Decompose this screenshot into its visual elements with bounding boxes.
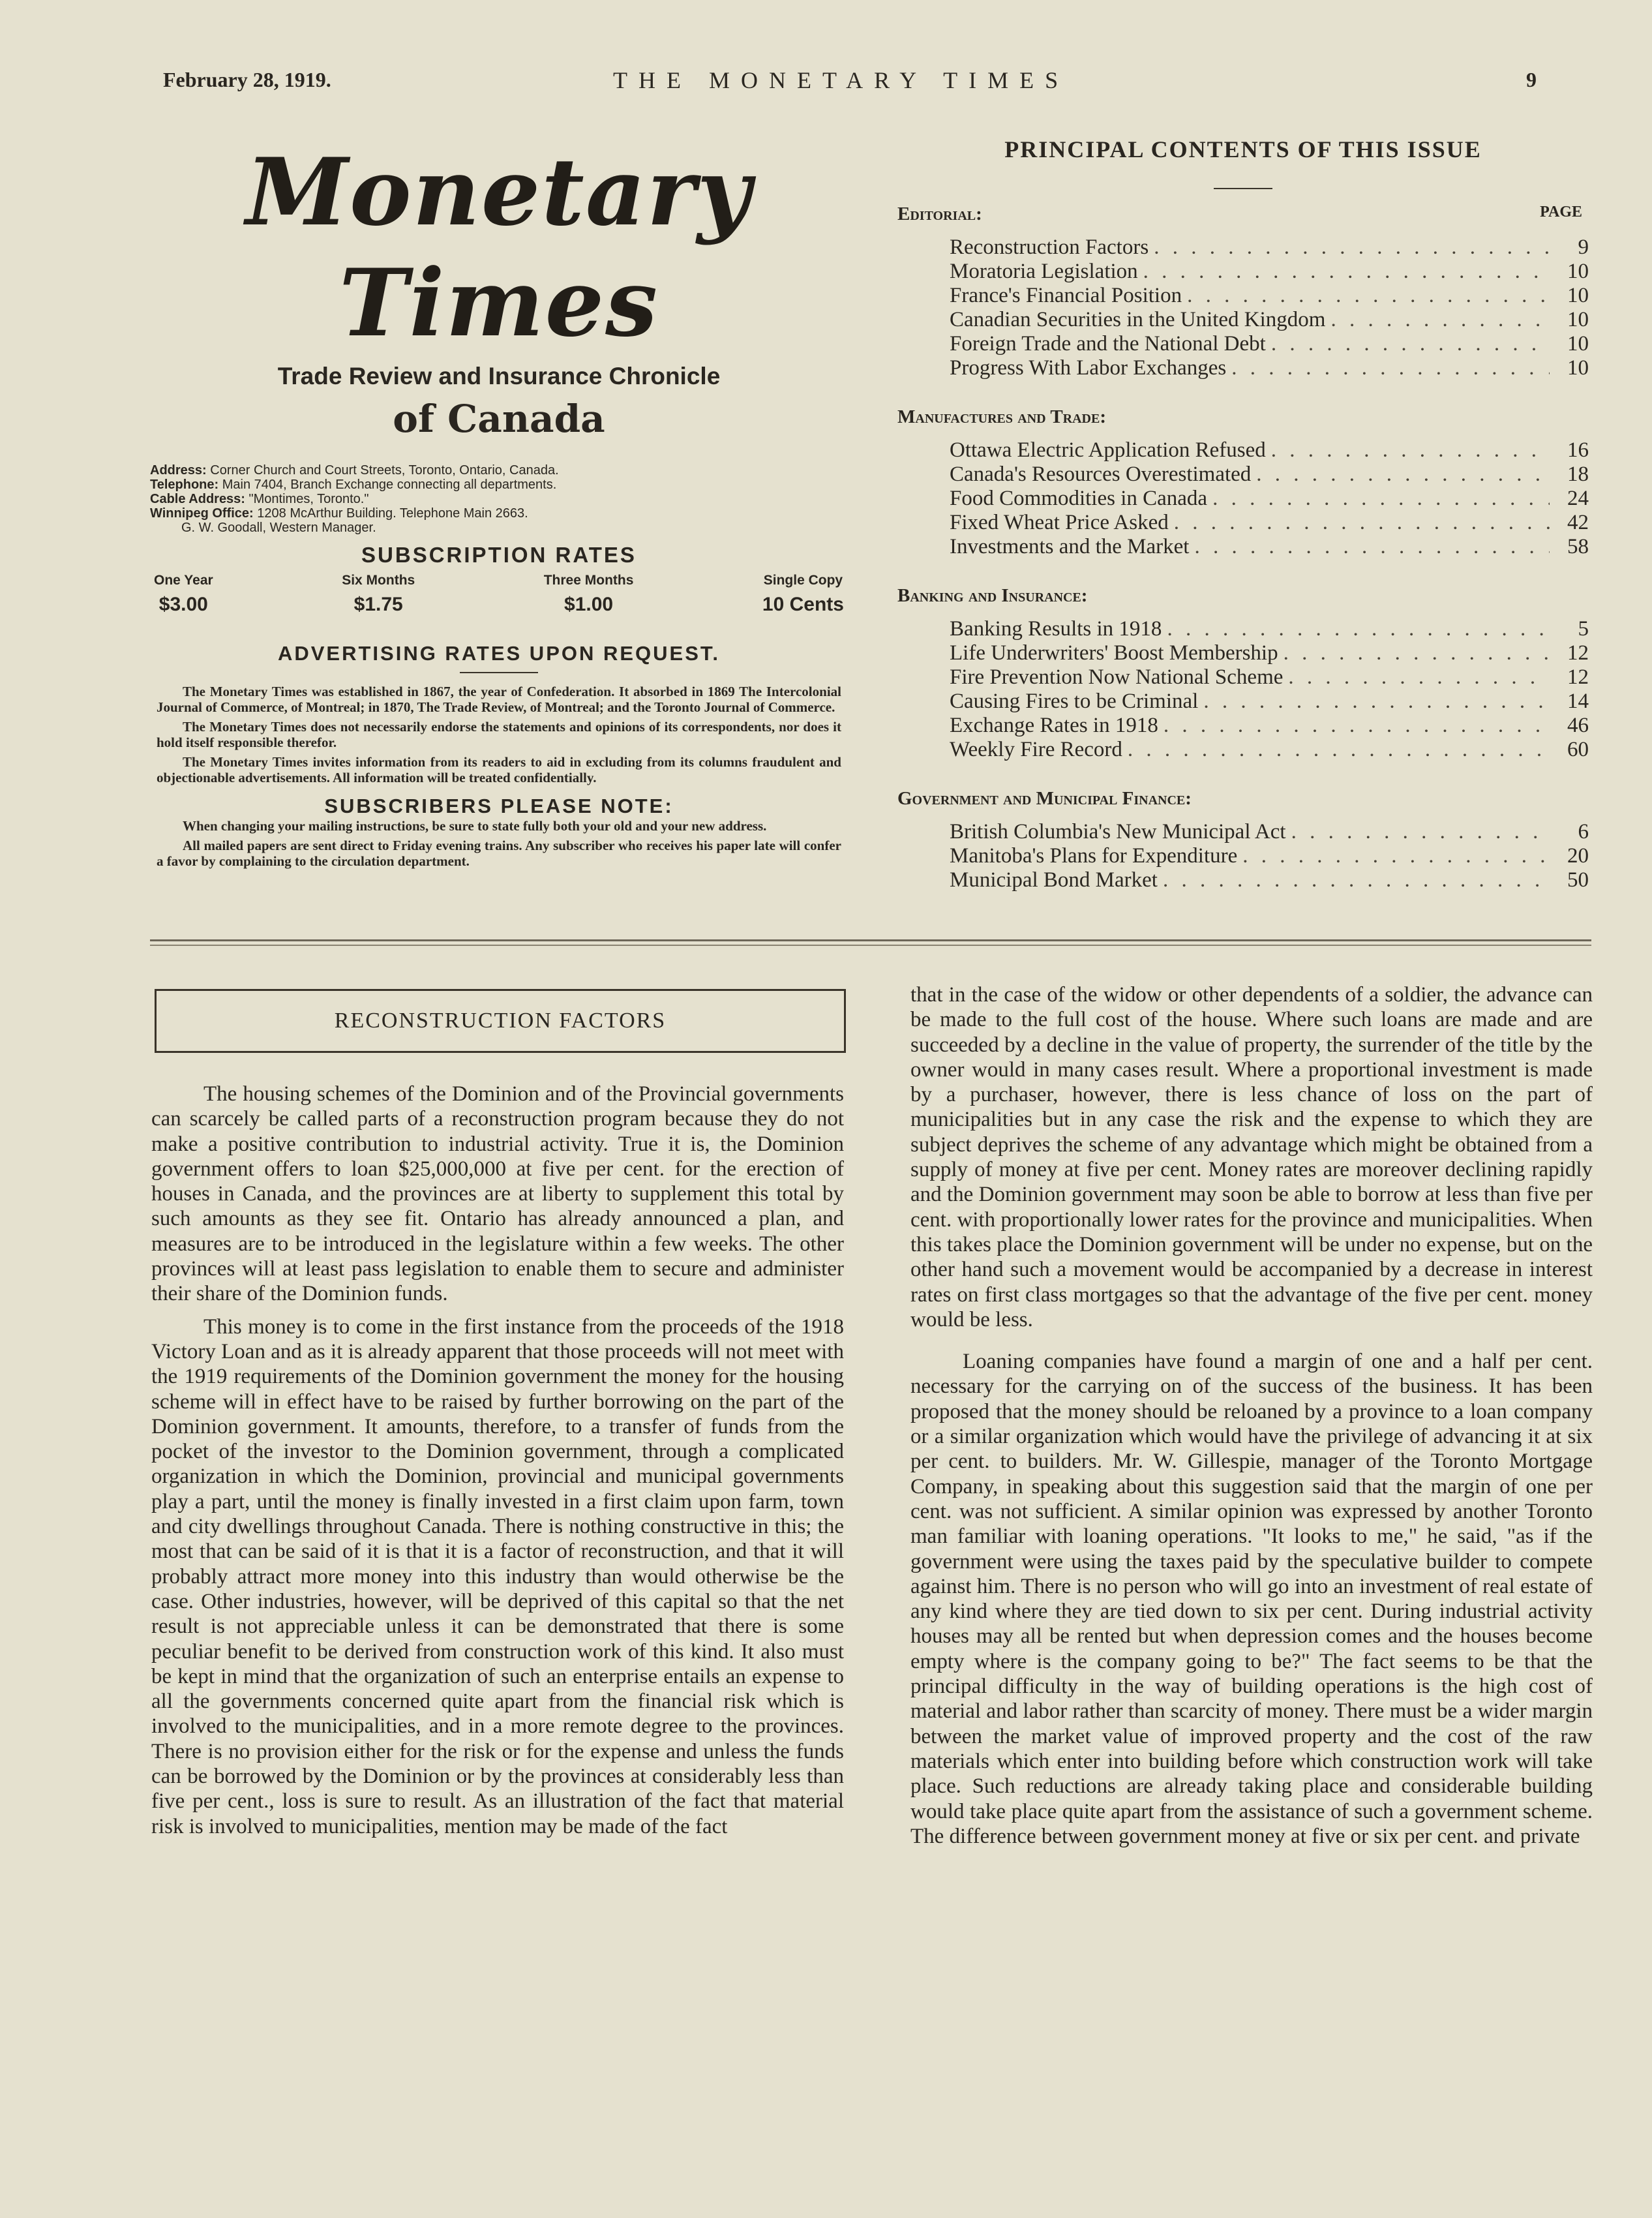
leader-dots [1162, 617, 1550, 641]
entry-page: 24 [1567, 487, 1589, 510]
rate-one-year [154, 573, 213, 616]
telephone-label: Telephone: [150, 478, 219, 492]
article-heading-box [155, 989, 846, 1053]
contents-entry[interactable] [950, 641, 1589, 665]
entry-title: British Columbia's New Municipal Act [950, 820, 1286, 843]
leader-dots [1266, 332, 1550, 356]
leader-dots [1266, 438, 1550, 463]
entry-title: Canada's Resources Overestimated [950, 463, 1252, 486]
leader-dots [1198, 690, 1550, 714]
contents-entry[interactable] [950, 235, 1589, 260]
entry-page: 9 [1578, 235, 1589, 259]
leader-dots [1286, 820, 1550, 844]
leader-dots [1325, 308, 1550, 332]
subscription-rates [150, 573, 848, 616]
section-title: Editorial: [897, 204, 982, 224]
section-divider [150, 945, 1591, 946]
contents-entry[interactable] [950, 690, 1589, 714]
contents-section-heading [897, 204, 1589, 225]
contents-entry[interactable] [950, 356, 1589, 380]
entry-title: Ottawa Electric Application Refused [950, 438, 1266, 462]
article-paragraph: Loaning companies have found a margin of one and a half per cent. necessary for the carrying on of the success of the business. It has been proposed that the money should be reloaned by a province to a loan company or a similar organization which would have the privilege of advancing it at six per cent. to builders. Mr. W. Gillespie, manager of the Toronto Mortgage Company, in speaking about this suggestion said that the margin of one per cent. was not sufficient. A similar opinion was expressed by another Toronto man familiar with loaning operations. "It looks to me," he said, "as if the government were using the taxes paid by the speculative builder to compete against him. There is no person who will go into an investment of real estate of any kind where they are tied down to six per cent. During industrial activity houses may all be rented but when depression comes and the houses become empty where is the company going to be?" The fact seems to be that the principal difficulty in the way of building operations is the high cost of material and labor rather than scarcity of money. There must be a wider margin between the market value of improved property and the cost of the raw materials which enter into building before which construction work will take place. Such reductions are already taking place and considerable building would take place quite apart from the assistance of such a government scheme. The difference between government money at five or six per cent. and private [910, 1350, 1593, 1848]
entry-page: 10 [1567, 284, 1589, 307]
rate-price: $1.75 [353, 594, 403, 615]
notice-advertisements: The Monetary Times invites information from its readers to aid in excluding from its columns fraudulent and objectionable advertisements. All information will be treated confidentially. [157, 754, 841, 785]
entry-page: 6 [1578, 820, 1589, 843]
subscriber-note-delivery: All mailed papers are sent direct to Friday evening trains. Any subscriber who receives his paper late will confer a favor by complaining to the circulation department. [157, 838, 841, 869]
leader-dots [1207, 487, 1550, 511]
contents-entry[interactable] [950, 868, 1589, 892]
leader-dots [1138, 260, 1550, 284]
entry-title: Progress With Labor Exchanges [950, 356, 1227, 380]
leader-dots [1251, 463, 1550, 487]
leader-dots [1278, 641, 1550, 665]
leader-dots [1158, 714, 1550, 738]
winnipeg-text: 1208 McArthur Building. Telephone Main 2663. [257, 506, 528, 521]
notice-endorsement: The Monetary Times does not necessarily endorse the statements and opinions of its correspondents, nor does it hold itself responsible therefor. [157, 719, 841, 750]
rate-price: $1.00 [564, 594, 614, 615]
leader-dots [1122, 738, 1550, 762]
contents-section-heading [897, 585, 1589, 607]
entry-page: 10 [1567, 356, 1589, 380]
contents-entry[interactable] [950, 665, 1589, 690]
entry-page: 46 [1567, 714, 1589, 737]
divider [460, 672, 538, 673]
entry-title: Life Underwriters' Boost Membership [950, 641, 1278, 665]
entry-title: Weekly Fire Record [950, 738, 1122, 761]
leader-dots [1226, 356, 1550, 380]
page-number: 9 [1526, 68, 1537, 91]
contents-entry[interactable] [950, 511, 1589, 535]
entry-title: Fire Prevention Now National Scheme [950, 665, 1284, 689]
western-manager: G. W. Goodall, Western Manager. [181, 521, 376, 535]
address-label: Address: [150, 463, 207, 478]
entry-title: Investments and the Market [950, 535, 1190, 558]
running-header [0, 63, 1652, 102]
subscribers-note-heading: SUBSCRIBERS PLEASE NOTE: [324, 795, 674, 817]
entry-title: Fixed Wheat Price Asked [950, 511, 1169, 534]
leader-dots [1149, 235, 1550, 260]
entry-page: 10 [1567, 308, 1589, 331]
masthead-subtitle-canada: of Canada [393, 397, 605, 441]
contents-section-editorial [950, 235, 1589, 380]
subscription-rates-heading: SUBSCRIPTION RATES [361, 543, 637, 567]
section-title: Manufactures and Trade: [897, 406, 1106, 427]
leader-dots [1169, 511, 1550, 535]
leader-dots [1158, 868, 1550, 892]
entry-page: 20 [1567, 844, 1589, 868]
entry-page: 10 [1567, 260, 1589, 283]
rate-term: Three Months [543, 573, 634, 588]
article-paragraph: The housing schemes of the Dominion and of the Provincial governments can scarcely be called parts of a reconstruction program because they do not make a positive contribution to industrial activity. True it is, the Dominion government offers to loan $25,000,000 at five per cent. for the erection of houses in Canada, and the provinces are at liberty to supplement this total by such amounts as they see fit. Ontario has already announced a plan, and measures are to be introduced in the legislature within a few weeks. The other provinces will at least pass legislation to enable them to secure and administer their share of the Dominion funds. [151, 1082, 844, 1306]
entry-page: 16 [1567, 438, 1589, 462]
rate-term: One Year [154, 573, 213, 588]
masthead-title: Monetary Times [245, 138, 753, 357]
entry-page: 50 [1567, 868, 1589, 892]
contents-title: PRINCIPAL CONTENTS OF THIS ISSUE [1004, 136, 1482, 162]
entry-page: 5 [1578, 617, 1589, 641]
table-of-contents [897, 136, 1589, 892]
masthead-subtitle: Trade Review and Insurance Chronicle [277, 363, 721, 389]
entry-title: Exchange Rates in 1918 [950, 714, 1158, 737]
rate-three-months [544, 573, 634, 616]
entry-title: Reconstruction Factors [950, 235, 1149, 259]
advertising-rates-heading: ADVERTISING RATES UPON REQUEST. [277, 642, 721, 665]
contents-section-heading [897, 788, 1589, 810]
leader-dots [1182, 284, 1550, 308]
article-paragraph: This money is to come in the first instance from the proceeds of the 1918 Victory Loan and as it is already apparent that those proceeds will not meet with the 1919 requirements of the Dominion government the money for the housing scheme will in effect have to be raised by further borrowing on the part of the Dominion government. It amounts, therefore, to a transfer of funds from the pocket of the investor to the Dominion government, through a complicated organization in which the Dominion, provincial and municipal governments play a part, until the money is finally invested in a first claim upon farm, town and city dwellings throughout Canada. There is nothing constructive in this; the most that can be said of it is that it is a factor of reconstruction, and that it will probably attract more money into this industry than would otherwise be the case. Other industries, however, will be deprived of this capital so that the net result is not appreciable unless it can be demonstrated that there is some peculiar benefit to be derived from construction work of this kind. It also must be kept in mind that the organization of such an enterprise entails an expense to all the governments concerned quite apart from the financial risk which is involved to the municipalities, and in a more remote degree to the provinces. There is no provision either for the risk or for the expense and unless the funds can be borrowed by the Dominion or by the provinces at considerably less than five per cent., loss is sure to result. As an illustration of the fact that material risk is involved to municipalities, mention may be made of the fact [151, 1314, 844, 1838]
leader-dots [1283, 665, 1550, 690]
article-paragraph: that in the case of the widow or other dependents of a soldier, the advance can be made to the full cost of the house. Where such loans are made and are succeeded by a decline in the value of property, the surrender of the title by the owner would in many cases result. Where a proportional investment is made by a purchaser, however, there is less chance of loss on the part of municipalities but in any case the risk and the expense to which they are subject deprives the scheme of any advantage which might be obtained from a supply of money at five per cent. Money rates are moreover declining rapidly and the Dominion government may soon be able to borrow at less than five per cent. with proportionally lower rates for the province and municipalities. When this takes place the Dominion government will be under no expense, but on the other hand such a movement would be accompanied by a decrease in interest rates on first class mortgages so that the advantage of the five per cent. money would be less. [910, 983, 1593, 1331]
contents-entry[interactable] [950, 844, 1589, 868]
rate-term: Single Copy [763, 573, 843, 588]
entry-page: 60 [1567, 738, 1589, 761]
cable-label: Cable Address: [150, 492, 245, 506]
rate-price: $3.00 [158, 594, 208, 615]
contents-entry[interactable] [950, 617, 1589, 641]
leader-dots [1237, 844, 1550, 868]
issue-date: February 28, 1919. [163, 68, 331, 91]
winnipeg-label: Winnipeg Office: [150, 506, 254, 521]
entry-page: 42 [1567, 511, 1589, 534]
entry-title: Municipal Bond Market [950, 868, 1158, 892]
entry-title: Causing Fires to be Criminal [950, 690, 1199, 713]
entry-page: 14 [1567, 690, 1589, 713]
masthead [150, 137, 848, 873]
contents-entry[interactable] [950, 535, 1589, 559]
contents-entry[interactable] [950, 284, 1589, 308]
notice-history: The Monetary Times was established in 1867, the year of Confederation. It absorbed in 1869 The Intercolonial Journal of Commerce, of Montreal; in 1870, The Trade Review, of Montreal; and the Toronto Journal of Commerce. [157, 684, 841, 715]
subscriber-note-address: When changing your mailing instructions, be sure to state fully both your old and your new address. [183, 818, 767, 834]
contents-entry[interactable] [950, 820, 1589, 844]
entry-page: 58 [1567, 535, 1589, 558]
entry-title: Manitoba's Plans for Expenditure [950, 844, 1238, 868]
contents-entry[interactable] [950, 308, 1589, 332]
entry-title: Food Commodities in Canada [950, 487, 1208, 510]
article-column-right [910, 982, 1593, 1849]
contents-entry[interactable] [950, 260, 1589, 284]
entry-title: Canadian Securities in the United Kingdom [950, 308, 1326, 331]
article-heading: RECONSTRUCTION FACTORS [334, 1009, 667, 1033]
contents-section-banking [897, 585, 1589, 762]
rate-price: 10 Cents [762, 594, 844, 615]
rate-single-copy [762, 573, 844, 616]
section-title: Banking and Insurance: [897, 585, 1088, 606]
entry-title: Foreign Trade and the National Debt [950, 332, 1266, 356]
section-divider [150, 939, 1591, 941]
rate-six-months [342, 573, 415, 616]
cable-text: "Montimes, Toronto." [248, 492, 369, 506]
contents-entry[interactable] [950, 438, 1589, 463]
leader-dots [1189, 535, 1550, 559]
contents-entry[interactable] [950, 714, 1589, 738]
section-title: Government and Municipal Finance: [897, 788, 1192, 809]
contents-section-heading [897, 406, 1589, 428]
rate-term: Six Months [342, 573, 415, 588]
paper-name: THE MONETARY TIMES [613, 67, 1070, 93]
entry-page: 18 [1567, 463, 1589, 486]
contents-section-government [897, 788, 1589, 892]
contents-entry[interactable] [950, 487, 1589, 511]
publisher-address-block [150, 463, 848, 535]
contents-entry[interactable] [950, 738, 1589, 762]
entry-title: Banking Results in 1918 [950, 617, 1162, 641]
entry-page: 12 [1567, 641, 1589, 665]
entry-title: France's Financial Position [950, 284, 1182, 307]
article-column-left [151, 1082, 844, 1839]
entry-page: 10 [1567, 332, 1589, 356]
entry-page: 12 [1567, 665, 1589, 689]
entry-title: Moratoria Legislation [950, 260, 1138, 283]
divider [1214, 188, 1272, 189]
contents-entry[interactable] [950, 332, 1589, 356]
telephone-text: Main 7404, Branch Exchange connecting all departments. [222, 478, 557, 492]
contents-section-manufactures [897, 406, 1589, 559]
contents-entry[interactable] [950, 463, 1589, 487]
address-text: Corner Church and Court Streets, Toronto, Ontario, Canada. [210, 463, 559, 478]
page-column-label: PAGE [1540, 204, 1582, 220]
